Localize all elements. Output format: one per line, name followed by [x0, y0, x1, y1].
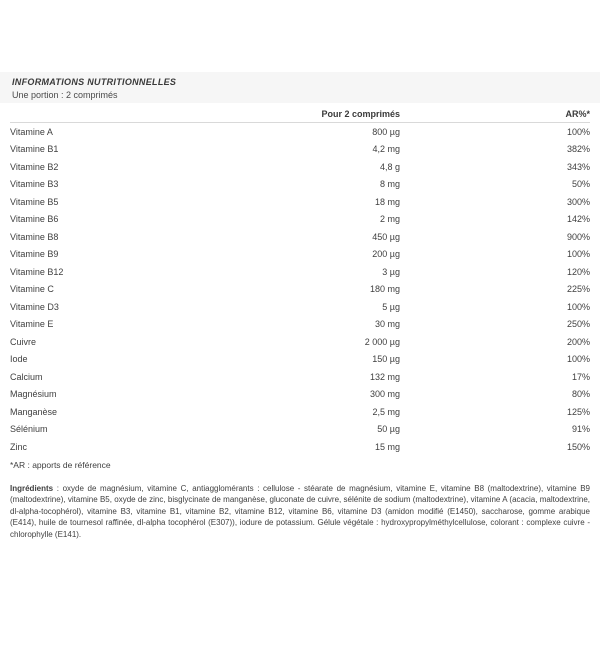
nutrient-amount: 200 µg	[372, 249, 400, 260]
nutrient-name: Cuivre	[10, 336, 37, 347]
ingredients-label: Ingrédients	[10, 483, 54, 493]
nutrient-ar-percent: 17%	[571, 371, 590, 382]
nutrient-ar-percent: 200%	[566, 336, 590, 347]
serving-size-text: Une portion : 2 comprimés	[12, 90, 118, 100]
nutrient-name: Vitamine B1	[10, 144, 59, 155]
nutrient-name: Vitamine B6	[10, 214, 59, 225]
nutrient-ar-percent: 150%	[566, 441, 590, 452]
nutrient-amount: 180 mg	[369, 284, 400, 295]
nutrition-header-band	[0, 72, 600, 103]
nutrient-name: Vitamine A	[10, 126, 53, 137]
nutrient-amount: 800 µg	[372, 126, 400, 137]
table-row	[10, 263, 590, 281]
table-row	[10, 281, 590, 299]
table-row	[10, 421, 590, 439]
table-row	[10, 228, 590, 246]
nutrient-ar-percent: 80%	[571, 389, 590, 400]
nutrient-amount: 132 mg	[369, 371, 400, 382]
nutrient-ar-percent: 100%	[566, 126, 590, 137]
nutrient-name: Iode	[10, 354, 28, 365]
nutrient-name: Vitamine B12	[10, 266, 64, 277]
header-amount-column: Pour 2 comprimés	[321, 109, 400, 119]
nutrient-amount: 300 mg	[369, 389, 400, 400]
table-row	[10, 211, 590, 229]
table-row	[10, 386, 590, 404]
nutrient-amount: 2 mg	[379, 214, 400, 225]
nutrient-amount: 30 mg	[374, 319, 400, 330]
nutrient-name: Vitamine B3	[10, 179, 59, 190]
table-row	[10, 351, 590, 369]
table-row	[10, 316, 590, 334]
nutrient-amount: 3 µg	[382, 266, 400, 277]
nutrient-ar-percent: 125%	[566, 406, 590, 417]
table-row	[10, 333, 590, 351]
table-row	[10, 193, 590, 211]
table-row	[10, 438, 590, 456]
nutrition-table	[10, 106, 590, 456]
nutrient-ar-percent: 100%	[566, 354, 590, 365]
nutrient-amount: 450 µg	[372, 231, 400, 242]
nutrient-name: Manganèse	[10, 406, 58, 417]
table-row	[10, 246, 590, 264]
nutrient-ar-percent: 225%	[566, 284, 590, 295]
nutrient-name: Magnésium	[10, 389, 57, 400]
nutrient-amount: 150 µg	[372, 354, 400, 365]
table-row	[10, 158, 590, 176]
table-body	[10, 123, 590, 456]
nutrient-name: Vitamine B8	[10, 231, 59, 242]
nutrient-name: Vitamine D3	[10, 301, 59, 312]
nutrient-name: Calcium	[10, 371, 43, 382]
nutrient-ar-percent: 300%	[566, 196, 590, 207]
table-row	[10, 298, 590, 316]
table-header-row	[10, 106, 590, 123]
nutrient-ar-percent: 120%	[566, 266, 590, 277]
header-ar-percent-column: AR%*	[565, 109, 590, 119]
nutrient-amount: 15 mg	[374, 441, 400, 452]
nutrient-amount: 2,5 mg	[372, 406, 400, 417]
nutrient-amount: 18 mg	[374, 196, 400, 207]
nutrient-ar-percent: 91%	[571, 424, 590, 435]
nutrient-ar-percent: 100%	[566, 301, 590, 312]
nutrient-ar-percent: 142%	[566, 214, 590, 225]
nutrient-ar-percent: 900%	[566, 231, 590, 242]
ar-footnote: *AR : apports de référence	[10, 459, 111, 470]
nutrient-ar-percent: 50%	[571, 179, 590, 190]
ingredients-paragraph	[10, 483, 590, 541]
nutrient-name: Vitamine B9	[10, 249, 59, 260]
nutrient-amount: 4,2 mg	[372, 144, 400, 155]
nutrient-name: Vitamine B5	[10, 196, 59, 207]
ingredients-text: : oxyde de magnésium, vitamine C, antiagglomérants : cellulose - stéarate de magnésium, vitamine E, vitamine B8 (maltodextrine), vitamine B9 (maltodextrine), vitamine B5, oxyde de zinc, bisglycinate de manganèse, gluconate de cuivre, sélénite de sodium (maltodextrine), vitamine A (acacia, maltodextrine, dl-alpha-tocophérol), vitamine B3, vitamine B1, vitamine B2, vitamine B12, vitamine B6, vitamine D3 (amidon modifié (E1450), saccharose, gomme arabique (E414), huile de tournesol raffinée, dl-alpha tocophérol (E307)), iodure de potassium. Gélule végétale : hydroxypropylméthylcellulose, colorant : complexe cuivre - chlorophylle (E141).	[10, 483, 590, 539]
table-row	[10, 141, 590, 159]
nutrient-name: Vitamine B2	[10, 161, 59, 172]
table-row	[10, 176, 590, 194]
nutrient-name: Zinc	[10, 441, 28, 452]
table-row	[10, 368, 590, 386]
table-row	[10, 403, 590, 421]
nutrient-amount: 4,8 g	[379, 161, 400, 172]
nutrient-ar-percent: 100%	[566, 249, 590, 260]
nutrient-ar-percent: 250%	[566, 319, 590, 330]
nutrient-ar-percent: 382%	[566, 144, 590, 155]
nutrient-amount: 8 mg	[379, 179, 400, 190]
nutrient-amount: 50 µg	[377, 424, 400, 435]
nutrient-name: Vitamine E	[10, 319, 54, 330]
nutrient-name: Vitamine C	[10, 284, 54, 295]
nutrient-name: Sélénium	[10, 424, 48, 435]
table-row	[10, 123, 590, 141]
nutrient-amount: 5 µg	[382, 301, 400, 312]
nutrient-amount: 2 000 µg	[364, 336, 400, 347]
section-title: INFORMATIONS NUTRITIONNELLES	[12, 77, 177, 87]
nutrient-ar-percent: 343%	[566, 161, 590, 172]
